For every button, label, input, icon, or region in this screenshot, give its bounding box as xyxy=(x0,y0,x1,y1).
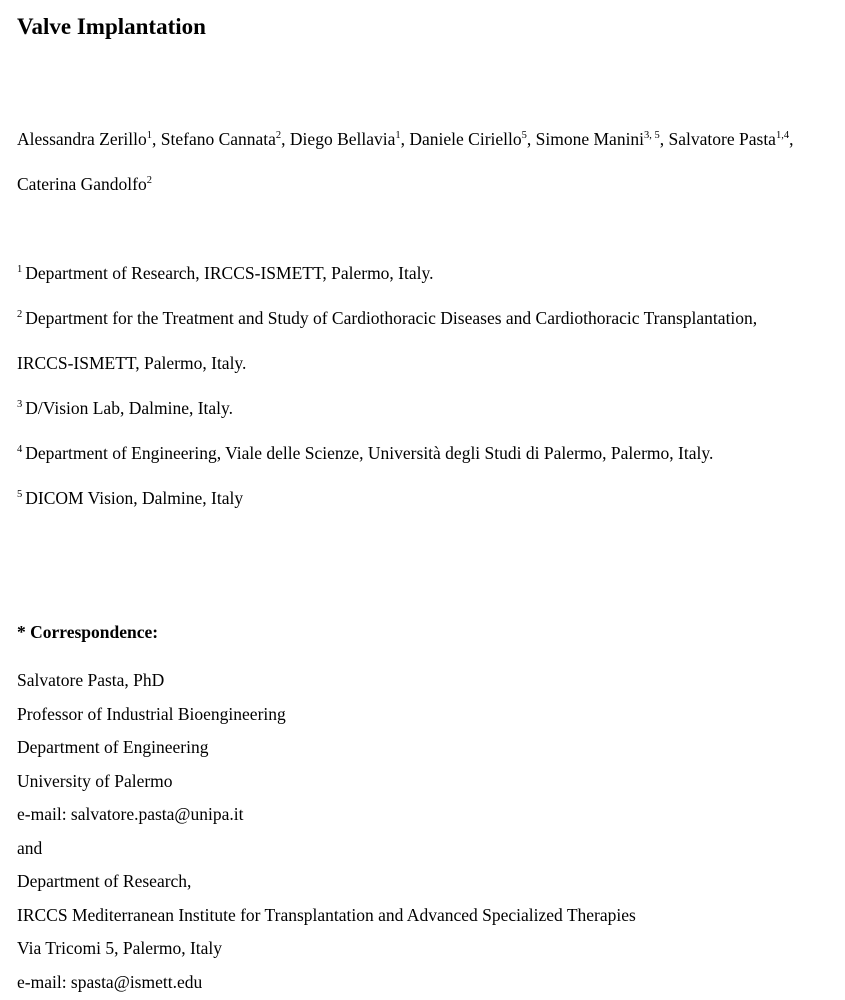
affiliation: $^1$ Department of Research, IRCCS-ISMETT, Palermo, Italy. xyxy=(17,263,434,283)
author-affiliation-sup: 2 xyxy=(146,175,152,186)
affiliation-number: 2 xyxy=(17,309,23,320)
author: Stefano Cannata$^2$, xyxy=(160,129,290,149)
affiliation-list xyxy=(17,251,842,521)
contact-department: Department of Research, xyxy=(17,871,192,891)
author: Daniele Ciriello$^5$, xyxy=(409,129,536,149)
author-affiliation-sup: 1 xyxy=(395,130,401,141)
affiliation-number: 3 xyxy=(17,399,23,410)
author-affiliation-sup: 5 xyxy=(521,130,527,141)
contact-department: Department of Engineering xyxy=(17,737,209,757)
contact-position: Professor of Industrial Bioengineering xyxy=(17,703,286,724)
author-affiliation-sup: 2 xyxy=(275,130,282,141)
affiliation: IRCCS-ISMETT, Palermo, Italy. xyxy=(17,353,247,373)
contact-email[interactable]: e-mail: salvatore.pasta@unipa.it xyxy=(17,804,244,824)
affiliation: $^2$ Department for the Treatment and Study of Cardiothoracic Diseases and Cardiothoracic Transplantation, xyxy=(17,308,758,328)
correspondence-heading: * Correspondence: xyxy=(17,622,159,642)
affiliation: $^4$ Department of Engineering, Viale delle Scienze, Università degli Studi di Palermo, Palermo, Italy. xyxy=(17,443,714,463)
correspondence-block xyxy=(17,664,837,999)
affiliation: $^5$ DICOM Vision, Dalmine, Italy xyxy=(17,488,244,508)
contact-name: Salvatore Pasta, PhD xyxy=(17,670,165,690)
contact-university: University of Palermo xyxy=(17,770,173,791)
author: Diego Bellavia$^1$, xyxy=(289,129,410,149)
author: Alessandra Zerillo$^1$, xyxy=(17,129,161,149)
author-list xyxy=(17,117,832,207)
contact-address: Via Tricomi 5, Palermo, Italy xyxy=(17,938,223,958)
contact-institute: IRCCS Mediterranean Institute for Transplantation and Advanced Specialized Therapies xyxy=(17,904,636,925)
paper-title: Valve Implantation xyxy=(17,14,206,39)
author-affiliation-sup: 3, 5 xyxy=(644,130,660,141)
author: Salvatore Pasta$^{1,4}$, xyxy=(668,129,794,149)
affiliation-number: 5 xyxy=(17,489,23,500)
affiliation-number: 1 xyxy=(17,264,23,275)
author-affiliation-sup: 1,4 xyxy=(775,130,790,141)
author: Caterina Gandolfo$^2$ xyxy=(17,174,152,194)
contact-email[interactable]: e-mail: spasta@ismett.edu xyxy=(17,971,203,992)
contact-and: and xyxy=(17,837,43,858)
author-affiliation-sup: 1 xyxy=(146,130,152,141)
affiliation: $^3$ D/Vision Lab, Dalmine, Italy. xyxy=(17,398,234,418)
author: Simone Manini$^{3, 5}$, xyxy=(535,129,669,149)
affiliation-number: 4 xyxy=(17,444,23,455)
